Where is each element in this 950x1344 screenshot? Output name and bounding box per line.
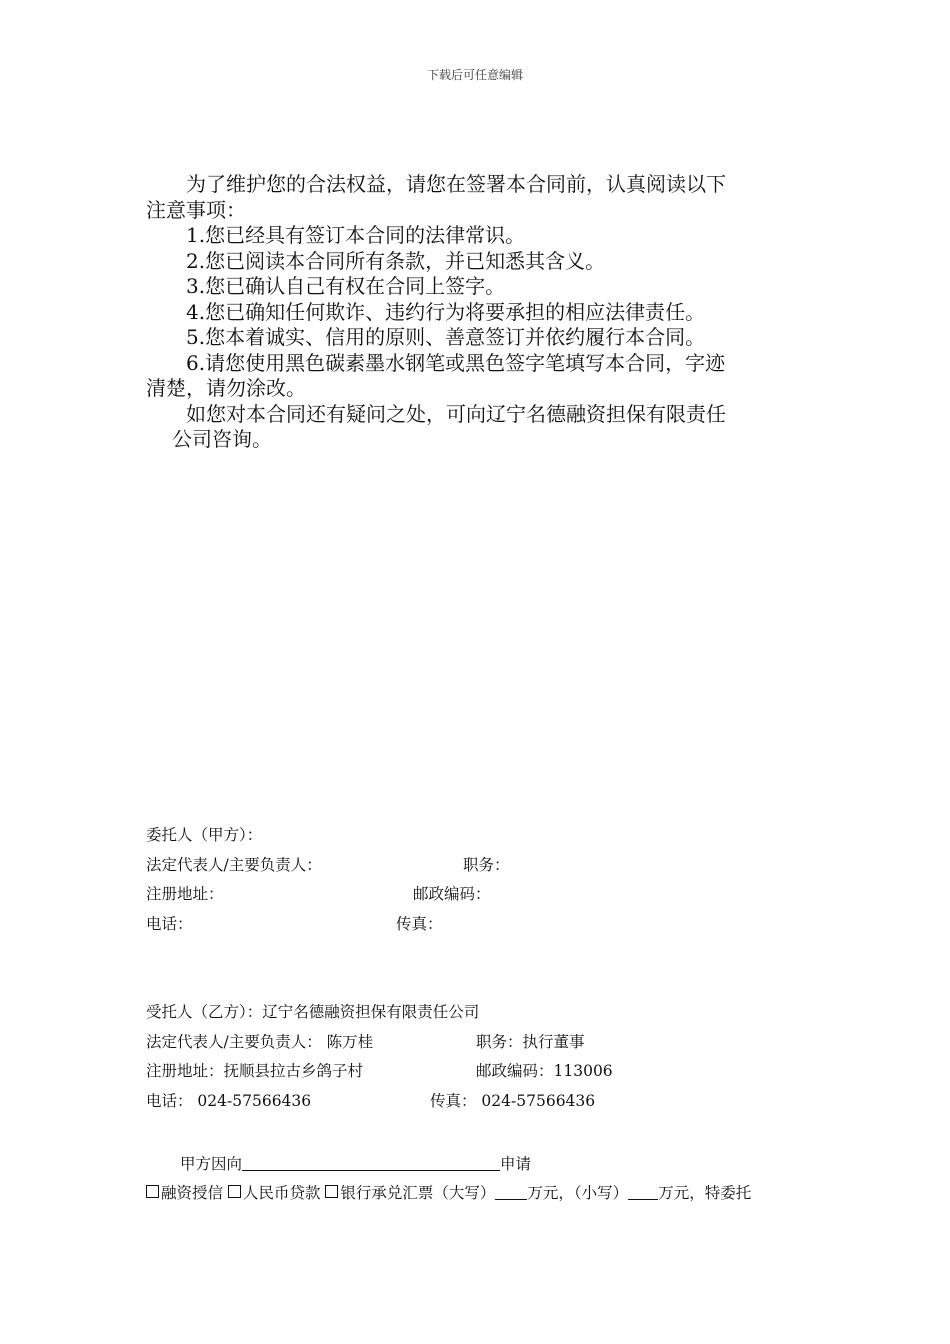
application-line2: [146, 1179, 826, 1208]
party-b-phone-row: [146, 1087, 826, 1117]
option-loan-label: 人民币贷款: [242, 1184, 321, 1202]
party-a-fax-label: 传真：: [396, 914, 443, 933]
application-prefix: 甲方因向: [180, 1155, 243, 1173]
party-a-phone-row: [146, 910, 826, 940]
notice-item-2: 2.您已阅读本合同所有条款，并已知悉其含义。: [186, 248, 606, 273]
party-a-address-row: [146, 880, 826, 910]
party-a-section: [146, 821, 826, 939]
application-suffix: 申请: [500, 1155, 532, 1173]
notice-item-1: 1.您已经具有签订本合同的法律常识。: [186, 223, 526, 247]
amount-lowercase-blank[interactable]: [628, 1181, 658, 1200]
lender-blank[interactable]: [242, 1152, 500, 1171]
party-b-fax: 传真： 024-57566436: [430, 1091, 596, 1110]
notice-section: [146, 172, 810, 453]
party-a-position-label: 职务：: [463, 855, 510, 874]
party-b-position: 职务：执行董事: [476, 1032, 585, 1051]
party-b-phone: 电话： 024-57566436: [146, 1091, 312, 1110]
option-financing-label: 融资授信: [161, 1184, 224, 1202]
notice-closing-line1: 如您对本合同还有疑问之处，可向辽宁名德融资担保有限责任: [186, 401, 726, 426]
party-b-title: 受托人（乙方）：辽宁名德融资担保有限责任公司: [146, 1003, 480, 1021]
notice-item-6-line1: 6.请您使用黑色碳素墨水钢笔或黑色签字笔填写本合同，字迹: [186, 350, 726, 375]
party-a-title: 委托人（甲方）：: [146, 826, 263, 844]
header-note: 下载后可任意编辑: [426, 68, 523, 82]
party-a-postcode-label: 邮政编码：: [413, 885, 491, 903]
application-section: [146, 1150, 826, 1208]
unit-label-1: 万元，（小写）: [527, 1184, 629, 1202]
notice-item-6-line2: 清楚，请勿涂改。: [146, 376, 306, 400]
party-a-address-label: 注册地址：: [146, 885, 224, 903]
party-b-rep: 法定代表人/主要负责人： 陈万桂: [146, 1032, 374, 1051]
party-a-phone-label: 电话：: [146, 914, 193, 933]
notice-item-4: 4.您已确知任何欺诈、违约行为将要承担的相应法律责任。: [186, 299, 706, 324]
party-a-rep-row: [146, 851, 826, 881]
notice-item-3: 3.您已确认自己有权在合同上签字。: [186, 274, 506, 298]
option-financing-checkbox[interactable]: [146, 1185, 159, 1198]
notice-item-5: 5.您本着诚实、信用的原则、善意签订并依约履行本合同。: [186, 325, 706, 349]
option-acceptance-checkbox[interactable]: [325, 1185, 338, 1198]
unit-label-2: 万元，特委托: [658, 1184, 752, 1202]
party-b-section: [146, 998, 826, 1116]
party-b-postcode: 邮政编码：113006: [476, 1062, 613, 1080]
party-b-address: 注册地址：抚顺县拉古乡鸽子村: [146, 1062, 364, 1080]
notice-closing-line2: 公司咨询。: [172, 427, 272, 451]
option-loan-checkbox[interactable]: [228, 1185, 241, 1198]
option-acceptance-label: 银行承兑汇票（大写）: [340, 1184, 496, 1202]
party-b-address-row: [146, 1057, 826, 1087]
notice-intro-line2: 注意事项：: [146, 197, 246, 222]
party-b-rep-row: [146, 1028, 826, 1058]
notice-intro-line1: 为了维护您的合法权益，请您在签署本合同前，认真阅读以下: [186, 172, 726, 196]
amount-uppercase-blank[interactable]: [495, 1181, 527, 1200]
party-a-rep-label: 法定代表人/主要负责人：: [146, 855, 322, 874]
application-line1: [146, 1150, 826, 1179]
